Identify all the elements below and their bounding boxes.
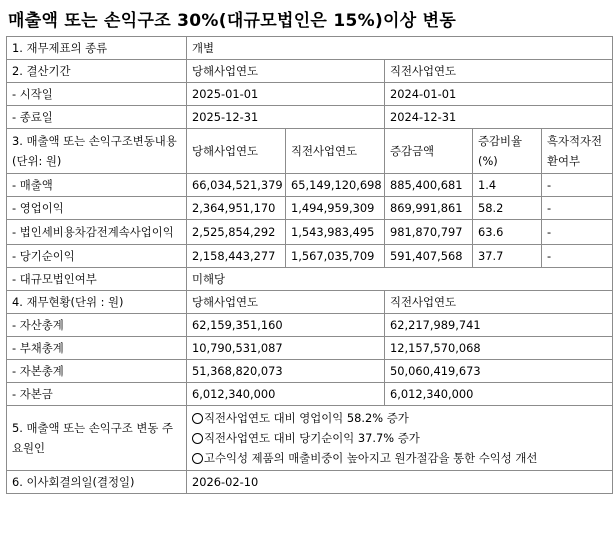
operating-income-rate: 58.2	[473, 197, 542, 220]
total-assets-current: 62,159,351,160	[187, 314, 385, 337]
circle-bullet-icon	[192, 413, 203, 424]
revenue-rate: 1.4	[473, 174, 542, 197]
row-start-date	[7, 83, 613, 106]
period-label: 2. 결산기간	[7, 60, 187, 83]
statement-type-value: 개별	[187, 37, 613, 60]
pretax-income-turnaround: -	[542, 220, 613, 245]
end-date-previous: 2024-12-31	[385, 106, 613, 129]
circle-bullet-icon	[192, 433, 203, 444]
change-rate-header: 증감비율(%)	[473, 129, 542, 174]
pretax-income-current: 2,525,854,292	[187, 220, 286, 245]
capital-stock-current: 6,012,340,000	[187, 383, 385, 406]
end-date-current: 2025-12-31	[187, 106, 385, 129]
pretax-income-previous: 1,543,983,495	[286, 220, 385, 245]
operating-income-current: 2,364,951,170	[187, 197, 286, 220]
period-previous-header: 직전사업연도	[385, 60, 613, 83]
row-revenue	[7, 174, 613, 197]
start-date-current: 2025-01-01	[187, 83, 385, 106]
reason-item	[192, 448, 607, 468]
financial-current-header: 당해사업연도	[187, 291, 385, 314]
pretax-income-rate: 63.6	[473, 220, 542, 245]
total-assets-previous: 62,217,989,741	[385, 314, 613, 337]
net-income-label: - 당기순이익	[7, 245, 187, 268]
row-pretax-income	[7, 220, 613, 245]
change-current-header: 당해사업연도	[187, 129, 286, 174]
row-total-assets	[7, 314, 613, 337]
net-income-rate: 37.7	[473, 245, 542, 268]
financial-section-label: 4. 재무현황(단위 : 원)	[7, 291, 187, 314]
period-current-header: 당해사업연도	[187, 60, 385, 83]
net-income-change: 591,407,568	[385, 245, 473, 268]
large-corp-value: 미해당	[187, 268, 613, 291]
change-section-label: 3. 매출액 또는 손익구조변동내용(단위: 원)	[7, 129, 187, 174]
disclosure-table	[6, 36, 613, 494]
row-financial-header	[7, 291, 613, 314]
net-income-current: 2,158,443,277	[187, 245, 286, 268]
row-change-header	[7, 129, 613, 174]
revenue-change: 885,400,681	[385, 174, 473, 197]
row-net-income	[7, 245, 613, 268]
row-capital-stock	[7, 383, 613, 406]
start-date-previous: 2024-01-01	[385, 83, 613, 106]
board-date-label: 6. 이사회결의일(결정일)	[7, 471, 187, 494]
row-total-equity	[7, 360, 613, 383]
board-date-value: 2026-02-10	[187, 471, 613, 494]
circle-bullet-icon	[192, 453, 203, 464]
total-equity-label: - 자본총계	[7, 360, 187, 383]
total-liabilities-current: 10,790,531,087	[187, 337, 385, 360]
large-corp-label: - 대규모법인여부	[7, 268, 187, 291]
revenue-previous: 65,149,120,698	[286, 174, 385, 197]
financial-previous-header: 직전사업연도	[385, 291, 613, 314]
row-large-corp	[7, 268, 613, 291]
change-previous-header: 직전사업연도	[286, 129, 385, 174]
turnaround-header: 흑자적자전환여부	[542, 129, 613, 174]
total-equity-previous: 50,060,419,673	[385, 360, 613, 383]
reason-text: 직전사업연도 대비 영업이익 58.2% 증가	[204, 411, 409, 425]
statement-type-label: 1. 재무제표의 종류	[7, 37, 187, 60]
net-income-turnaround: -	[542, 245, 613, 268]
capital-stock-previous: 6,012,340,000	[385, 383, 613, 406]
total-liabilities-label: - 부채총계	[7, 337, 187, 360]
revenue-turnaround: -	[542, 174, 613, 197]
row-total-liabilities	[7, 337, 613, 360]
row-end-date	[7, 106, 613, 129]
operating-income-previous: 1,494,959,309	[286, 197, 385, 220]
pretax-income-label: - 법인세비용차감전계속사업이익	[7, 220, 187, 245]
reasons-label: 5. 매출액 또는 손익구조 변동 주요원인	[7, 406, 187, 471]
capital-stock-label: - 자본금	[7, 383, 187, 406]
row-period-header	[7, 60, 613, 83]
operating-income-turnaround: -	[542, 197, 613, 220]
reason-item	[192, 408, 607, 428]
reason-item	[192, 428, 607, 448]
start-date-label: - 시작일	[7, 83, 187, 106]
page-title: 매출액 또는 손익구조 30%(대규모법인은 15%)이상 변동	[8, 11, 457, 31]
pretax-income-change: 981,870,797	[385, 220, 473, 245]
net-income-previous: 1,567,035,709	[286, 245, 385, 268]
total-equity-current: 51,368,820,073	[187, 360, 385, 383]
operating-income-change: 869,991,861	[385, 197, 473, 220]
row-operating-income	[7, 197, 613, 220]
reasons-cell	[187, 406, 613, 471]
operating-income-label: - 영업이익	[7, 197, 187, 220]
row-board-date	[7, 471, 613, 494]
row-statement-type	[7, 37, 613, 60]
total-assets-label: - 자산총계	[7, 314, 187, 337]
reason-text: 고수익성 제품의 매출비중이 높아지고 원가절감을 통한 수익성 개선	[204, 451, 538, 465]
revenue-label: - 매출액	[7, 174, 187, 197]
end-date-label: - 종료일	[7, 106, 187, 129]
row-reasons	[7, 406, 613, 471]
total-liabilities-previous: 12,157,570,068	[385, 337, 613, 360]
change-amount-header: 증감금액	[385, 129, 473, 174]
reason-text: 직전사업연도 대비 당기순이익 37.7% 증가	[204, 431, 420, 445]
revenue-current: 66,034,521,379	[187, 174, 286, 197]
